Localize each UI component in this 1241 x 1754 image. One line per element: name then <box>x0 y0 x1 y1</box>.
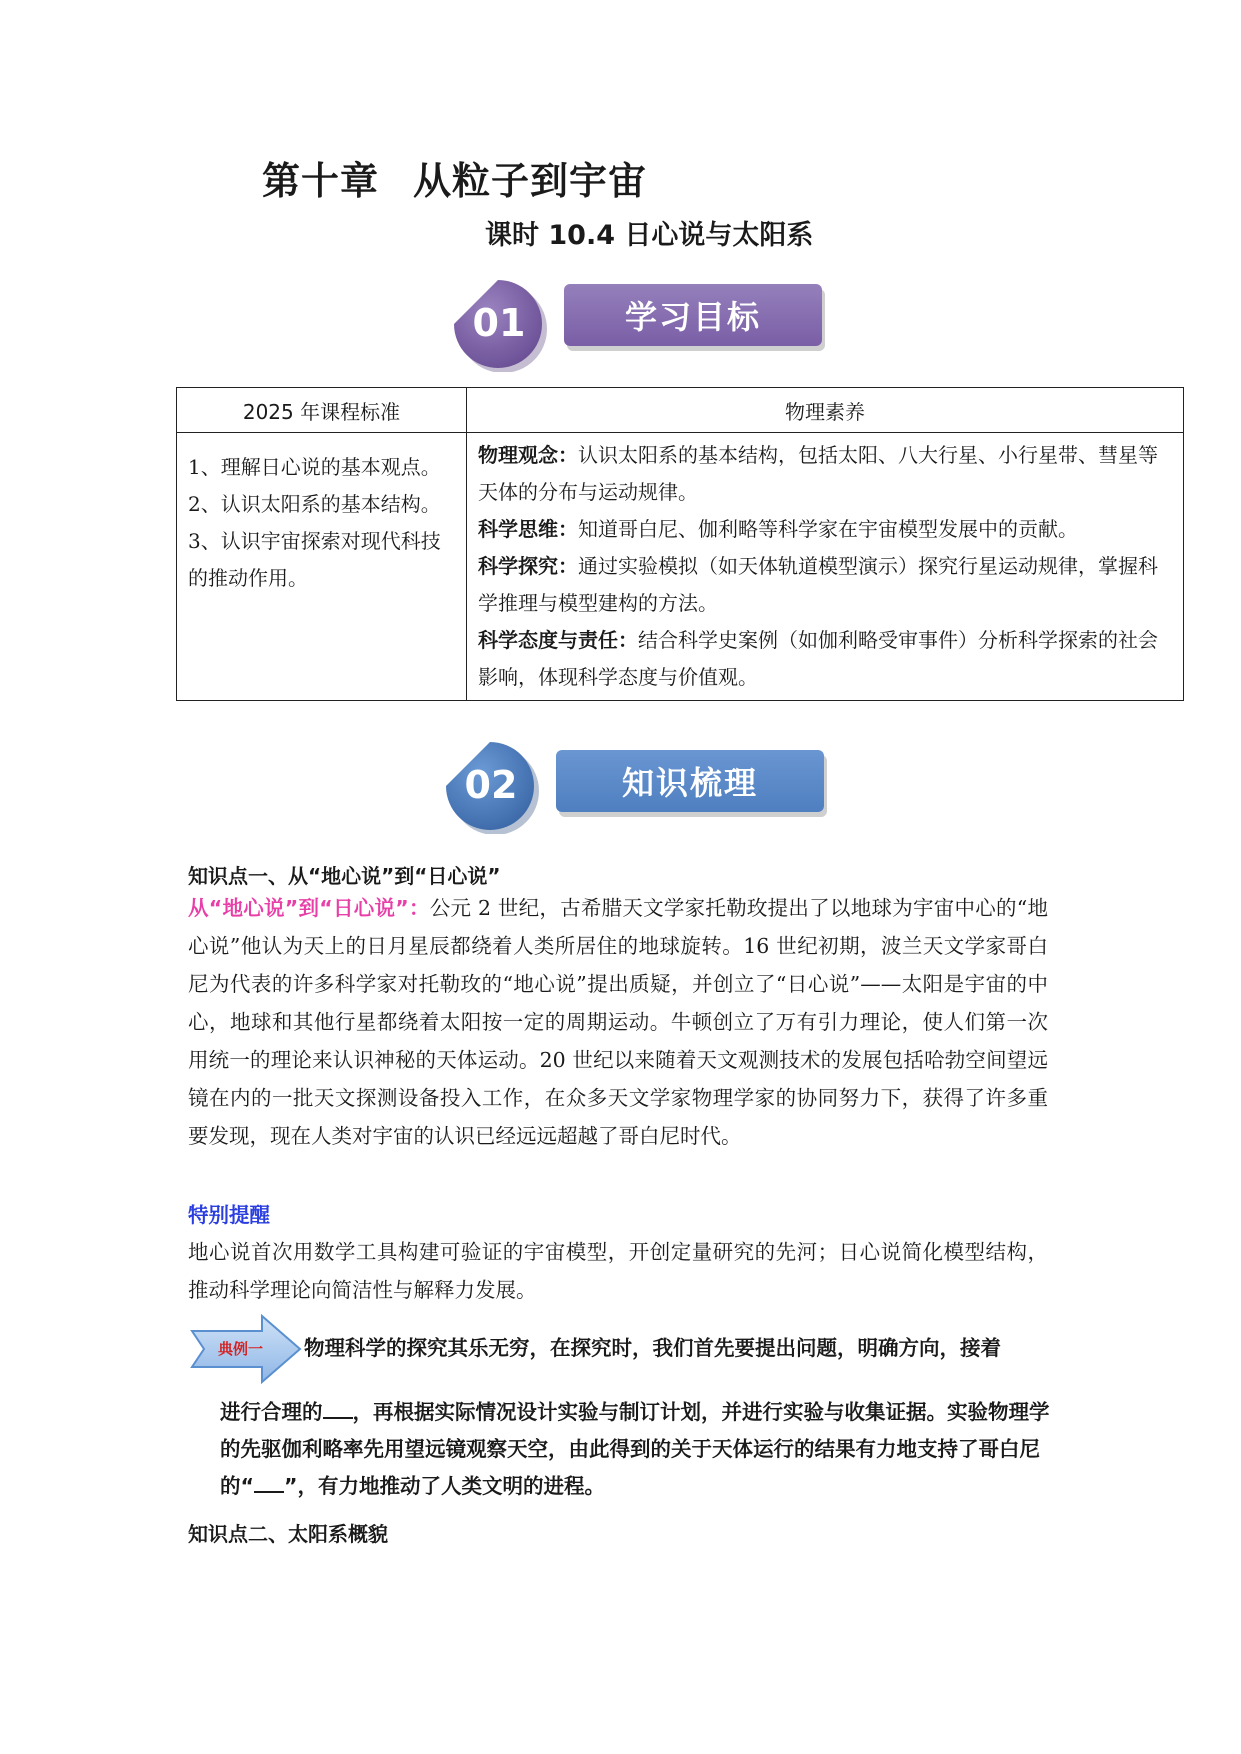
literacy-item <box>478 437 1171 511</box>
section-label: 知识梳理 <box>556 750 824 812</box>
column-header: 物理素养 <box>467 388 1184 433</box>
example-label: 典例一 <box>218 1340 264 1358</box>
chapter-number: 第十章 <box>262 159 380 203</box>
standard-item: 1、理解日心说的基本观点。 <box>188 455 441 479</box>
literacy-item <box>478 548 1171 622</box>
question-text: 进行合理的 <box>220 1400 323 1424</box>
physics-literacy-cell <box>467 433 1184 701</box>
literacy-text: 通过实验模拟（如天体轨道模型演示）探究行星运动规律，掌握科学推理与模型建构的方法。 <box>478 554 1158 615</box>
chapter-title <box>262 150 647 205</box>
example-question-line1: 物理科学的探究其乐无穷，在探究时，我们首先要提出问题，明确方向，接着 <box>304 1336 1001 1360</box>
lesson-title: 课时 10.4 日心说与太阳系 <box>485 220 814 251</box>
knowledge-point-heading: 知识点一、从“地心说”到“日心说” <box>188 864 501 888</box>
answer-blank[interactable] <box>254 1473 284 1493</box>
column-header: 2025 年课程标准 <box>177 388 467 433</box>
question-text: ，再根据实际情况设计实验与制订计划，并进行实验与收集证据。实验物理学的先驱伽利略率先用望远镜观察天空，由此得到的关于天体运行的结果有力地支持了哥白尼的“ <box>220 1400 1050 1498</box>
knowledge-paragraph <box>188 889 1048 1155</box>
literacy-text: 结合科学史案例（如伽利略受审事件）分析科学探索的社会影响，体现科学态度与价值观。 <box>478 628 1158 689</box>
section-number: 02 <box>464 763 518 807</box>
reminder-text: 地心说首次用数学工具构建可验证的宇宙模型，开创定量研究的先河；日心说简化模型结构，推动科学理论向简洁性与解释力发展。 <box>188 1240 1048 1302</box>
section-number: 01 <box>472 301 526 345</box>
table-row <box>177 433 1184 701</box>
example-question-body <box>220 1394 1050 1505</box>
highlight-lead: 从“地心说”到“日心说”： <box>188 896 430 920</box>
literacy-key: 科学态度与责任： <box>478 628 638 652</box>
literacy-text: 知道哥白尼、伽利略等科学家在宇宙模型发展中的贡献。 <box>578 517 1078 541</box>
section-badge-01 <box>450 276 830 372</box>
literacy-key: 物理观念： <box>478 443 578 467</box>
curriculum-standards-cell <box>177 433 467 701</box>
answer-blank[interactable] <box>323 1399 353 1419</box>
paragraph-text: 公元 2 世纪，古希腊天文学家托勒玫提出了以地球为宇宙中心的“地心说”他认为天上的日月星辰都绕着人类所居住的地球旋转。16 世纪初期，波兰天文学家哥白尼为代表的许多科学家对托勒玫的“地心说”提出质疑，并创立了“日心说”——太阳是宇宙的中心，地球和其他行星都绕着太阳按一定的周期运动。牛顿创立了万有引力理论，使人们第一次用统一的理论来认识神秘的天体运动。20 世纪以来随着天文观测技术的发展包括哈勃空间望远镜在内的一批天文探测设备投入工作，在众多天文学家物理学家的协同努力下，获得了许多重要发现，现在人类对宇宙的认识已经远远超越了哥白尼时代。 <box>188 896 1048 1148</box>
question-text: ”，有力地推动了人类文明的进程。 <box>283 1474 605 1498</box>
example-tag <box>190 1314 302 1384</box>
chapter-name: 从粒子到宇宙 <box>413 159 648 203</box>
literacy-text: 认识太阳系的基本结构，包括太阳、八大行星、小行星带、彗星等天体的分布与运动规律。 <box>478 443 1158 504</box>
reminder-heading: 特别提醒 <box>188 1203 270 1227</box>
literacy-item <box>478 622 1171 696</box>
literacy-key: 科学探究： <box>478 554 578 578</box>
table-header-row <box>177 388 1184 433</box>
literacy-key: 科学思维： <box>478 517 578 541</box>
learning-goals-table <box>176 387 1184 701</box>
literacy-item <box>478 511 1171 548</box>
section-badge-02 <box>442 738 832 834</box>
standard-item: 3、认识宇宙探索对现代科技的推动作用。 <box>188 529 441 590</box>
section-label: 学习目标 <box>564 284 822 346</box>
standard-item: 2、认识太阳系的基本结构。 <box>188 492 441 516</box>
knowledge-point-heading: 知识点二、太阳系概貌 <box>188 1522 388 1546</box>
